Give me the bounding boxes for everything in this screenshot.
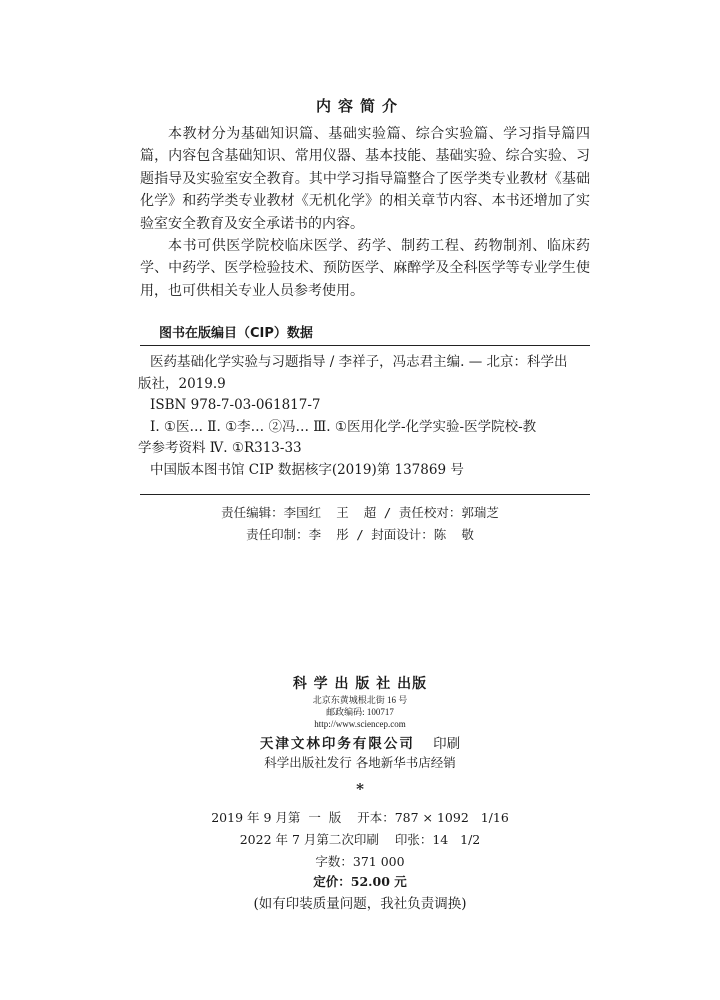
cip-heading: 图书在版编目（CIP）数据 [159,326,313,341]
printer-suffix: 印刷 [433,736,461,752]
printer-name: 天津文林印务有限公司 [259,736,415,752]
price: 定价：52.00 元 [313,874,407,889]
edition-line: 2019 年 9 月第 一 版 开本：787 × 1092 1/16 [211,810,509,825]
cip-record-line: 医药基础化学实验与习题指导 / 李祥子，冯志君主编. — 北京：科学出 [150,354,568,370]
cip-isbn: ISBN 978-7-03-061817-7 [150,397,321,413]
cip-library-number: 中国版本图书馆 CIP 数据核字(2019)第 137869 号 [150,461,464,478]
cip-record-line: 版社，2019.9 [138,375,226,392]
word-count: 字数：371 000 [315,854,405,869]
editor-credits [0,502,720,546]
summary-paragraph: 本书可供医学院校临床医学、药学、制药工程、药物制剂、临床药学、中药学、医学检验技术、预防医学、麻醉学及全科医学等专业学生使用，也可供相关专业人员参考使用。 [140,238,590,299]
publisher-address: 北京东黄城根北街 16 号 [312,695,408,705]
cip-classification-line: 学参考资料 Ⅳ. ①R313-33 [138,440,302,456]
publisher-name: 科 学 出 版 社 出版 [292,676,428,692]
separator-star: * [356,780,364,798]
distribution-line: 科学出版社发行 各地新华书店经销 [264,755,456,770]
cip-classification-line: Ⅰ. ①医… Ⅱ. ①李… ②冯… Ⅲ. ①医用化学-化学实验-医学院校-教 [150,418,537,435]
summary-paragraph: 本教材分为基础知识篇、基础实验篇、综合实验篇、学习指导篇四篇，内容包含基础知识、常用仪器、基本技能、基础实验、综合实验、习题指导及实验室安全教育。其中学习指导篇整合了医学类专业教材《基础化学》和药学类专业教材《无机化学》的相关章节内容、本书还增加了实验室安全教育及安全承诺书的内容。 [140,126,590,232]
editor-credits-line: 责任编辑：李国红 王 超 / 责任校对：郭瑞芝 [221,505,499,520]
publisher-website: http://www.sciencep.com [314,719,406,729]
publisher-postcode: 邮政编码: 100717 [326,707,394,717]
summary-title: 内容简介 [315,97,404,115]
printing-line: 2022 年 7 月第二次印刷 印张：14 1/2 [239,832,481,847]
editor-credits-line: 责任印制：李 彤 / 封面设计：陈 敬 [246,527,474,542]
printer-line [0,732,720,752]
cip-record-box [140,345,590,495]
returns-note: (如有印装质量问题，我社负责调换) [253,896,467,912]
summary-body [140,123,590,302]
